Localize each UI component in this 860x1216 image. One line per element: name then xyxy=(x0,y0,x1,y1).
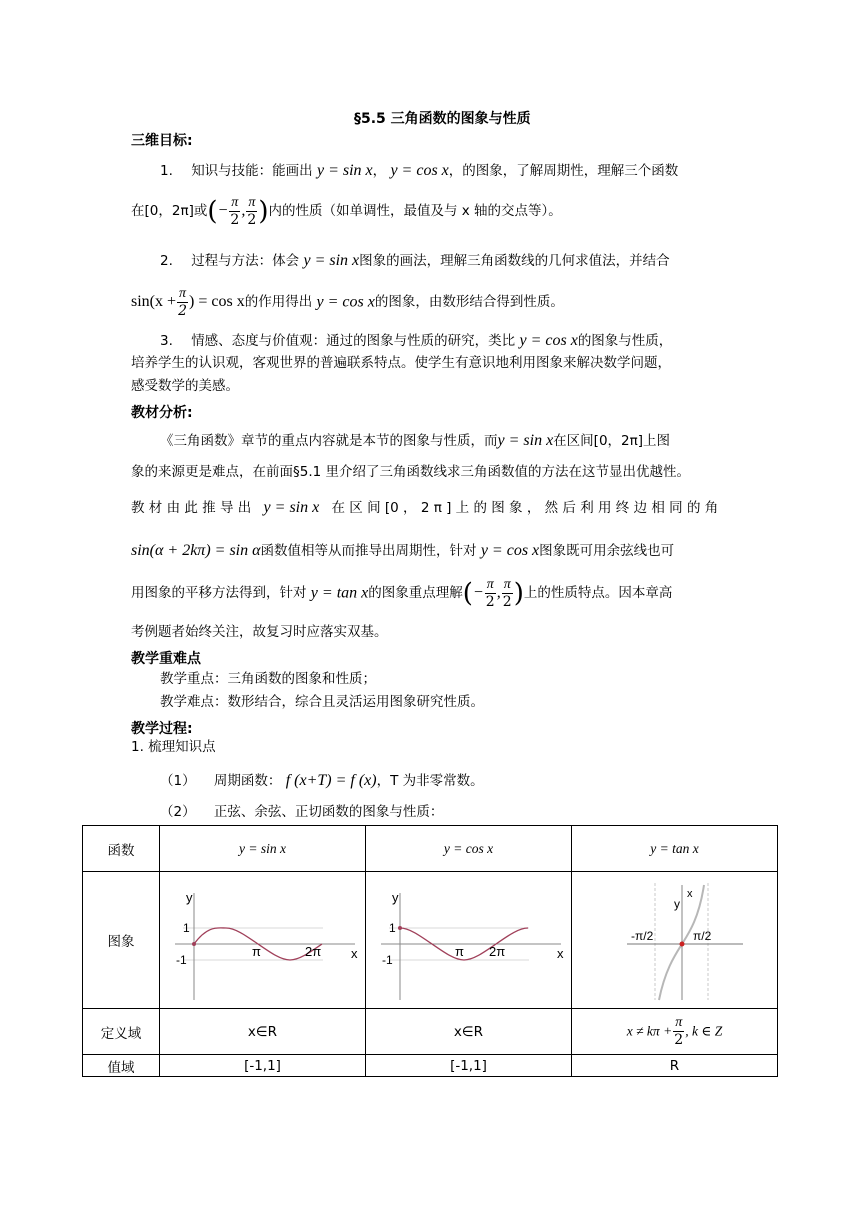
goal-1-interval: (− $\frac{\pi}{2}$ , $\frac{\pi}{2}$ ) xyxy=(207,195,269,228)
table-row-header xyxy=(83,826,778,872)
tick-pi: π xyxy=(251,944,261,959)
material-text-c: 教 材 由 此 推 导 出 xyxy=(131,500,252,516)
goal-3-line-1 xyxy=(160,333,672,349)
frac-den: 2 xyxy=(674,1032,684,1048)
goal-1-math-sin: y = sin x xyxy=(316,162,373,179)
material-text-e: 函数值相等从而推导出周期性，针对 xyxy=(260,543,477,559)
goal-2-text-c: 的作用得出 xyxy=(244,293,313,310)
goal-2-text-b: 图象的画法，理解三角函数线的几何求值法，并结合 xyxy=(359,253,670,269)
process-item-3 xyxy=(160,806,443,820)
goal-1-text-c: ，的图象，了解周期性，理解三个函数 xyxy=(448,163,679,179)
goal-3-math-cos: y = cos x xyxy=(519,332,578,349)
key-point: 教学重点：三角函数的图象和性质； xyxy=(160,671,376,687)
difficult-point: 教学难点：数形结合，综合且灵活运用图象研究性质。 xyxy=(160,694,484,710)
goal-1-line-1 xyxy=(160,163,678,179)
tick-1: 1 xyxy=(388,921,396,935)
material-line-2: 象的来源更是难点，在前面§5.1 里介绍了三角函数线求三角函数值的方法在这节显出优越性。 xyxy=(131,464,691,480)
y-label: y xyxy=(673,897,680,911)
cell-tan-graph xyxy=(572,872,778,1009)
material-math-tan: y = tan x xyxy=(310,584,369,602)
section-heading-process: 教学过程: xyxy=(131,721,193,737)
frac-num: π xyxy=(179,286,187,301)
goal-3-line-2: 培养学生的认识观，客观世界的普遍联系特点。使学生有意识地利用图象来解决数学问题， xyxy=(131,355,671,371)
frac-den: 2 xyxy=(485,594,495,610)
goal-3-text-a: 情感、态度与价值观：通过的图象与性质的研究，类比 xyxy=(191,333,516,349)
tick-pi: π xyxy=(454,944,464,959)
y-label: y xyxy=(391,890,398,905)
goal-3-text-b: 的图象与性质， xyxy=(577,333,673,349)
material-line-4 xyxy=(131,543,674,559)
x-label: x xyxy=(686,888,692,900)
tan-domain-a: x ≠ kπ + xyxy=(626,1023,673,1039)
frac-num: π xyxy=(231,195,239,210)
material-interval: (− $\frac{\pi}{2}$ , $\frac{\pi}{2}$ ) xyxy=(462,577,524,610)
tick-neg-1: -1 xyxy=(175,953,187,967)
periodic-formula: f (x+T) = f (x) xyxy=(285,772,377,789)
sin-graph xyxy=(163,875,363,1005)
cell-sin-range: [-1,1] xyxy=(160,1055,366,1077)
goal-2-math-shift xyxy=(131,286,245,319)
material-line-5 xyxy=(131,578,672,609)
process-item-2-text-a: 周期函数： xyxy=(213,773,282,789)
section-heading-key: 教学重难点 xyxy=(131,651,201,667)
material-line-3 xyxy=(131,500,718,516)
frac-num: π xyxy=(248,195,256,210)
y-label: y xyxy=(185,890,192,905)
table-row-range xyxy=(83,1055,778,1077)
tick-2pi: 2π xyxy=(304,944,321,959)
minus-sign: − xyxy=(217,202,229,220)
goal-2-text-d: 的图象，由数形结合得到性质。 xyxy=(374,293,564,310)
material-line-1 xyxy=(160,433,670,449)
goal-2-math-shift-b: ) = cos x xyxy=(189,293,245,311)
process-item-2 xyxy=(160,773,484,789)
material-text-g: 用图象的平移方法得到，针对 xyxy=(131,584,307,601)
x-label: x xyxy=(556,946,563,961)
process-item-2-text-b: ，T 为非零常数。 xyxy=(376,773,484,789)
tan-graph xyxy=(575,875,775,1005)
frac-num: π xyxy=(503,577,511,592)
row-label-graph: 图象 xyxy=(83,872,160,1009)
cos-graph xyxy=(369,875,569,1005)
x-label: x xyxy=(350,946,357,961)
goal-3-line-3: 感受数学的美感。 xyxy=(131,378,239,394)
section-heading-material: 教材分析: xyxy=(131,405,193,421)
comma: , xyxy=(496,584,501,602)
header-cell-sin: y = sin x xyxy=(160,826,366,872)
goal-1-line-2 xyxy=(131,196,562,227)
frac-num: π xyxy=(486,577,494,592)
origin-point xyxy=(192,942,196,946)
frac-den: 2 xyxy=(502,594,512,610)
cell-sin-graph xyxy=(160,872,366,1009)
frac-den: 2 xyxy=(230,212,240,228)
header-cell-cos: y = cos x xyxy=(366,826,572,872)
material-math-cos: y = cos x xyxy=(480,542,540,559)
process-item-3-number: （2） xyxy=(160,804,196,820)
tick-neg-pi-half: -π/2 xyxy=(630,929,653,943)
material-math-period: sin(α + 2kπ) = sin α xyxy=(131,542,261,559)
tick-2pi: 2π xyxy=(488,944,505,959)
material-text-h: 的图象重点理解 xyxy=(368,584,463,601)
table-row-domain xyxy=(83,1009,778,1055)
cell-cos-graph xyxy=(366,872,572,1009)
cell-cos-range: [-1,1] xyxy=(366,1055,572,1077)
cell-tan-domain xyxy=(572,1009,778,1055)
goal-1-text-b: ， xyxy=(372,163,387,179)
minus-sign: − xyxy=(472,584,484,602)
cell-cos-domain: x∈R xyxy=(366,1009,572,1055)
goal-2-line-1 xyxy=(160,253,670,269)
goal-1-math-cos: y = cos x xyxy=(390,162,449,179)
process-item-1: 1. 梳理知识点 xyxy=(131,739,216,755)
process-item-3-text: 正弦、余弦、正切函数的图象与性质： xyxy=(213,804,444,820)
material-text-d: 在 区 间 [0 ， 2 π ] 上 的 图 象 ， 然 后 利 用 终 边 相 同 的 角 xyxy=(331,500,719,516)
frac-num: π xyxy=(675,1015,683,1030)
goal-2-line-2 xyxy=(131,287,564,318)
material-text-i: 上的性质特点。因本章高 xyxy=(523,584,673,601)
goal-2-math-sin: y = sin x xyxy=(303,252,360,269)
comma: , xyxy=(241,202,246,220)
tick-1: 1 xyxy=(182,921,190,935)
material-math-sin-2: y = sin x xyxy=(263,499,320,516)
material-text-f: 图象既可用余弦线也可 xyxy=(539,543,675,559)
page-title: §5.5 三角函数的图象与性质 xyxy=(354,111,531,127)
goal-3-number: 3. xyxy=(160,333,173,349)
row-label-range: 值域 xyxy=(83,1055,160,1077)
goal-2-math-shift-a: sin(x + xyxy=(131,293,177,311)
start-point xyxy=(398,926,402,930)
section-heading-goals: 三维目标: xyxy=(131,133,193,149)
tan-domain-b: , k ∈ Z xyxy=(685,1023,723,1039)
goal-1-number: 1. xyxy=(160,163,173,179)
goal-1-text-e: 内的性质（如单调性，最值及与 x 轴的交点等）。 xyxy=(268,202,562,219)
tick-neg-1: -1 xyxy=(381,953,393,967)
process-item-2-number: （1） xyxy=(160,773,196,789)
goal-2-text-a: 过程与方法：体会 xyxy=(191,253,300,269)
goal-2-number: 2. xyxy=(160,253,173,269)
material-text-a: 《三角函数》章节的重点内容就是本节的图象与性质，而 xyxy=(160,433,498,449)
frac-den: 2 xyxy=(247,212,257,228)
tick-pi-half: π/2 xyxy=(692,929,711,943)
material-line-6: 考例题者始终关注，故复习时应落实双基。 xyxy=(131,624,388,640)
trig-properties-table xyxy=(82,825,778,1077)
goal-2-math-cos: y = cos x xyxy=(316,293,375,311)
row-label-domain: 定义域 xyxy=(83,1009,160,1055)
cell-tan-range: R xyxy=(572,1055,778,1077)
table-row-graph xyxy=(83,872,778,1009)
header-cell-tan: y = tan x xyxy=(572,826,778,872)
cell-sin-domain: x∈R xyxy=(160,1009,366,1055)
goal-1-text-d: 在[0，2π]或 xyxy=(131,202,208,219)
material-text-b: 在区间[0，2π]上图 xyxy=(553,433,671,449)
frac-den: 2 xyxy=(178,303,187,319)
material-math-sin: y = sin x xyxy=(497,432,554,449)
goal-1-text-a: 知识与技能：能画出 xyxy=(191,163,313,179)
header-cell-function: 函数 xyxy=(83,826,160,872)
origin-point xyxy=(679,942,684,947)
